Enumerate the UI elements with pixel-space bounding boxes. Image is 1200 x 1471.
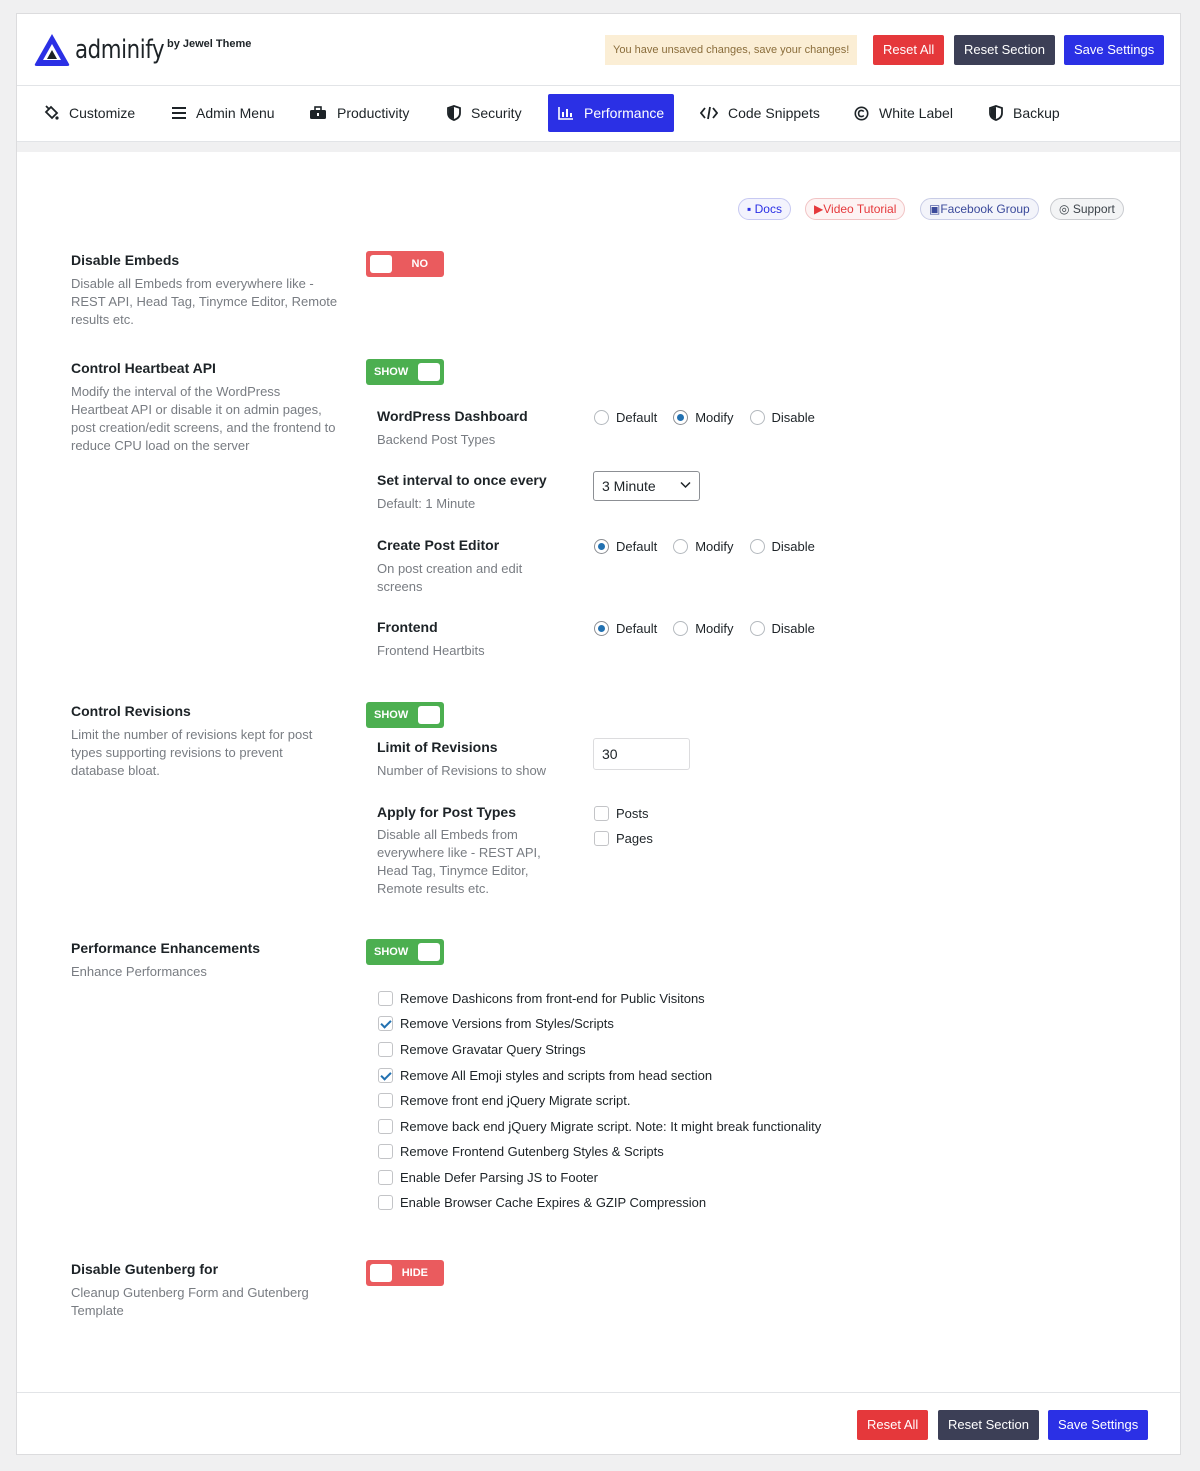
shield-icon: [989, 105, 1003, 121]
tab-bar: [17, 86, 1180, 142]
section-desc: Cleanup Gutenberg Form and Gutenberg Template: [71, 1285, 309, 1318]
section-desc: Enhance Performances: [71, 964, 207, 979]
toggle-knob: [370, 255, 392, 273]
footer-save-settings-button[interactable]: Save Settings: [1048, 1410, 1148, 1440]
tab-productivity[interactable]: [299, 94, 419, 132]
radio-circle: [673, 539, 688, 554]
section-title: Control Heartbeat API: [71, 360, 216, 376]
radio-label: Disable: [771, 539, 815, 554]
field-desc: Frontend Heartbits: [377, 643, 485, 658]
toggle-label: HIDE: [401, 1267, 428, 1279]
paint-bucket-icon: [43, 105, 59, 121]
checkbox-box: [378, 1170, 393, 1185]
tab-admin-menu[interactable]: [162, 94, 285, 132]
copyright-icon: [854, 106, 869, 121]
docs-link[interactable]: [738, 198, 791, 220]
tab-label: Productivity: [337, 105, 410, 121]
section-title: Disable Gutenberg for: [71, 1261, 219, 1277]
menu-icon: [172, 106, 186, 120]
checkbox-label: Remove Gravatar Query Strings: [400, 1042, 586, 1057]
facebook-group-link[interactable]: [920, 198, 1039, 220]
tab-label: Performance: [584, 105, 665, 121]
radio-label: Modify: [695, 410, 734, 425]
radio-default[interactable]: [594, 539, 657, 554]
revisions-limit-input[interactable]: 30: [593, 738, 690, 770]
disable-gutenberg-toggle[interactable]: [366, 1260, 444, 1286]
checkbox-box: [594, 806, 609, 821]
radio-label: Default: [616, 621, 658, 636]
tab-label: White Label: [879, 105, 953, 121]
tab-customize[interactable]: [33, 94, 145, 132]
radio-circle: [673, 410, 688, 425]
editor-radio-group: [594, 539, 831, 554]
support-label: Support: [1072, 202, 1115, 216]
toggle-knob: [370, 1264, 392, 1282]
checkbox-label: Remove All Emoji styles and scripts from head section: [400, 1068, 713, 1083]
tab-performance[interactable]: [548, 94, 674, 132]
logo: [33, 30, 184, 70]
checkbox-box: [378, 991, 393, 1006]
tab-code-snippets[interactable]: [690, 94, 830, 132]
section-title: Performance Enhancements: [71, 940, 261, 956]
checkbox-label: Remove Dashicons from front-end for Public Visitons: [400, 991, 705, 1006]
tab-label: Admin Menu: [196, 105, 275, 121]
field-title: Create Post Editor: [377, 537, 500, 553]
adminify-logo-icon: [33, 32, 71, 68]
radio-label: Disable: [771, 410, 815, 425]
performance-toggle[interactable]: [366, 939, 444, 965]
perf-option-checkbox[interactable]: [378, 1144, 664, 1159]
toggle-label: SHOW: [374, 709, 409, 721]
radio-circle: [750, 539, 765, 554]
radio-circle: [594, 410, 609, 425]
docs-label: Docs: [754, 202, 782, 216]
video-label: Video Tutorial: [823, 202, 897, 216]
dashboard-radio-group: [594, 410, 831, 425]
checkbox-box: [378, 1042, 393, 1057]
frontend-radio-group: [594, 621, 831, 636]
heartbeat-toggle[interactable]: [366, 359, 444, 385]
perf-option-checkbox[interactable]: [378, 1170, 598, 1185]
field-desc: Number of Revisions to show: [377, 763, 547, 778]
radio-default[interactable]: [594, 621, 657, 636]
select-value: 3 Minute: [602, 478, 656, 494]
toggle-label: SHOW: [374, 946, 409, 958]
radio-default[interactable]: [594, 410, 657, 425]
section-desc: Limit the number of revisions kept for post types supporting revisions to prevent database bloat.: [71, 727, 313, 778]
tab-backup[interactable]: [979, 94, 1070, 132]
field-title: Frontend: [377, 619, 438, 635]
radio-modify[interactable]: [673, 621, 733, 636]
radio-modify[interactable]: [673, 539, 733, 554]
checkbox-box: [378, 1144, 393, 1159]
tab-label: Backup: [1013, 105, 1060, 121]
perf-option-checkbox[interactable]: [378, 991, 705, 1006]
checkbox-box: [378, 1068, 393, 1083]
tab-label: Customize: [69, 105, 136, 121]
radio-disable[interactable]: [750, 621, 815, 636]
perf-option-checkbox[interactable]: [378, 1119, 821, 1134]
tab-label: Code Snippets: [728, 105, 820, 121]
perf-option-checkbox[interactable]: [378, 1195, 706, 1210]
checkbox-box: [378, 1093, 393, 1108]
checkbox-box: [378, 1119, 393, 1134]
checkbox-label: Remove back end jQuery Migrate script. Note: It might break functionality: [400, 1119, 822, 1134]
disable-embeds-toggle[interactable]: [366, 251, 444, 277]
radio-circle: [673, 621, 688, 636]
brand-by: by Jewel Theme: [167, 38, 252, 50]
globe-icon: ◎: [1059, 202, 1070, 216]
checkbox-label: Remove Frontend Gutenberg Styles & Scripts: [400, 1144, 664, 1159]
field-desc: On post creation and edit screens: [377, 561, 523, 594]
header: [17, 14, 1180, 86]
chart-icon: [558, 106, 574, 120]
toggle-knob: [418, 943, 440, 961]
radio-circle: [750, 621, 765, 636]
checkbox-box: [378, 1016, 393, 1031]
radio-label: Modify: [695, 539, 734, 554]
tab-white-label[interactable]: [844, 94, 963, 132]
video-tutorial-link[interactable]: [805, 198, 905, 220]
field-desc: Default: 1 Minute: [377, 496, 476, 511]
field-title: Limit of Revisions: [377, 739, 498, 755]
checkbox-label: Remove front end jQuery Migrate script.: [400, 1093, 631, 1108]
play-icon: ▶: [814, 202, 824, 216]
post-type-pages-checkbox[interactable]: [594, 831, 653, 846]
field-desc: Disable all Embeds from everywhere like - REST API, Head Tag, Tinymce Editor, Remote results etc.: [377, 827, 541, 896]
settings-panel: [16, 13, 1181, 1455]
radio-modify[interactable]: [673, 410, 733, 425]
radio-circle: [594, 621, 609, 636]
radio-circle: [594, 539, 609, 554]
perf-option-checkbox[interactable]: [378, 1068, 712, 1083]
post-type-posts-checkbox[interactable]: [594, 806, 649, 821]
perf-option-checkbox[interactable]: [378, 1042, 586, 1057]
code-icon: [700, 106, 718, 120]
section-title: Disable Embeds: [71, 252, 180, 268]
perf-option-checkbox[interactable]: [378, 1016, 614, 1031]
checkbox-label: Enable Browser Cache Expires & GZIP Compression: [400, 1195, 707, 1210]
radio-label: Default: [616, 539, 658, 554]
reset-all-button[interactable]: Reset All: [873, 35, 944, 65]
checkbox-label: Remove Versions from Styles/Scripts: [400, 1016, 614, 1031]
radio-disable[interactable]: [750, 539, 815, 554]
save-settings-button[interactable]: Save Settings: [1064, 35, 1164, 65]
radio-circle: [750, 410, 765, 425]
unsaved-notice: You have unsaved changes, save your changes!: [605, 35, 857, 65]
section-desc: Modify the interval of the WordPress Heartbeat API or disable it on admin pages, post creation/edit screens, and the frontend to reduce CPU load on the server: [71, 384, 336, 453]
radio-label: Disable: [771, 621, 815, 636]
facebook-label: Facebook Group: [940, 202, 1030, 216]
footer: [17, 1392, 1180, 1456]
section-desc: Disable all Embeds from everywhere like - REST API, Head Tag, Tinymce Editor, Remote results etc.: [71, 276, 338, 327]
checkbox-label: Posts: [616, 806, 649, 821]
reset-section-button[interactable]: Reset Section: [954, 35, 1055, 65]
chevron-down-icon: [680, 481, 691, 489]
footer-reset-section-button[interactable]: Reset Section: [938, 1410, 1039, 1440]
field-title: Apply for Post Types: [377, 804, 516, 820]
radio-disable[interactable]: [750, 410, 815, 425]
perf-option-checkbox[interactable]: [378, 1093, 630, 1108]
toggle-knob: [418, 706, 440, 724]
checkbox-label: Enable Defer Parsing JS to Footer: [400, 1170, 598, 1185]
tab-security[interactable]: [437, 94, 532, 132]
support-link[interactable]: [1050, 198, 1124, 220]
revisions-toggle[interactable]: [366, 702, 444, 728]
footer-reset-all-button[interactable]: Reset All: [857, 1410, 928, 1440]
toolbox-icon: [309, 106, 327, 120]
field-title: Set interval to once every: [377, 472, 547, 488]
brand-name: adminify: [75, 35, 165, 65]
field-title: WordPress Dashboard: [377, 408, 528, 424]
toggle-knob: [418, 363, 440, 381]
tab-label: Security: [471, 105, 522, 121]
interval-select[interactable]: [593, 471, 700, 501]
checkbox-box: [378, 1195, 393, 1210]
checkbox-label: Pages: [616, 831, 653, 846]
separator: [17, 142, 1180, 152]
section-title: Control Revisions: [71, 703, 191, 719]
radio-label: Modify: [695, 621, 734, 636]
radio-label: Default: [616, 410, 658, 425]
checkbox-box: [594, 831, 609, 846]
toggle-label: SHOW: [374, 366, 409, 378]
shield-icon: [447, 105, 461, 121]
facebook-icon: ▣: [929, 202, 941, 216]
field-desc: Backend Post Types: [377, 432, 496, 447]
doc-icon: ▪: [747, 202, 752, 216]
toggle-label: NO: [411, 258, 428, 270]
